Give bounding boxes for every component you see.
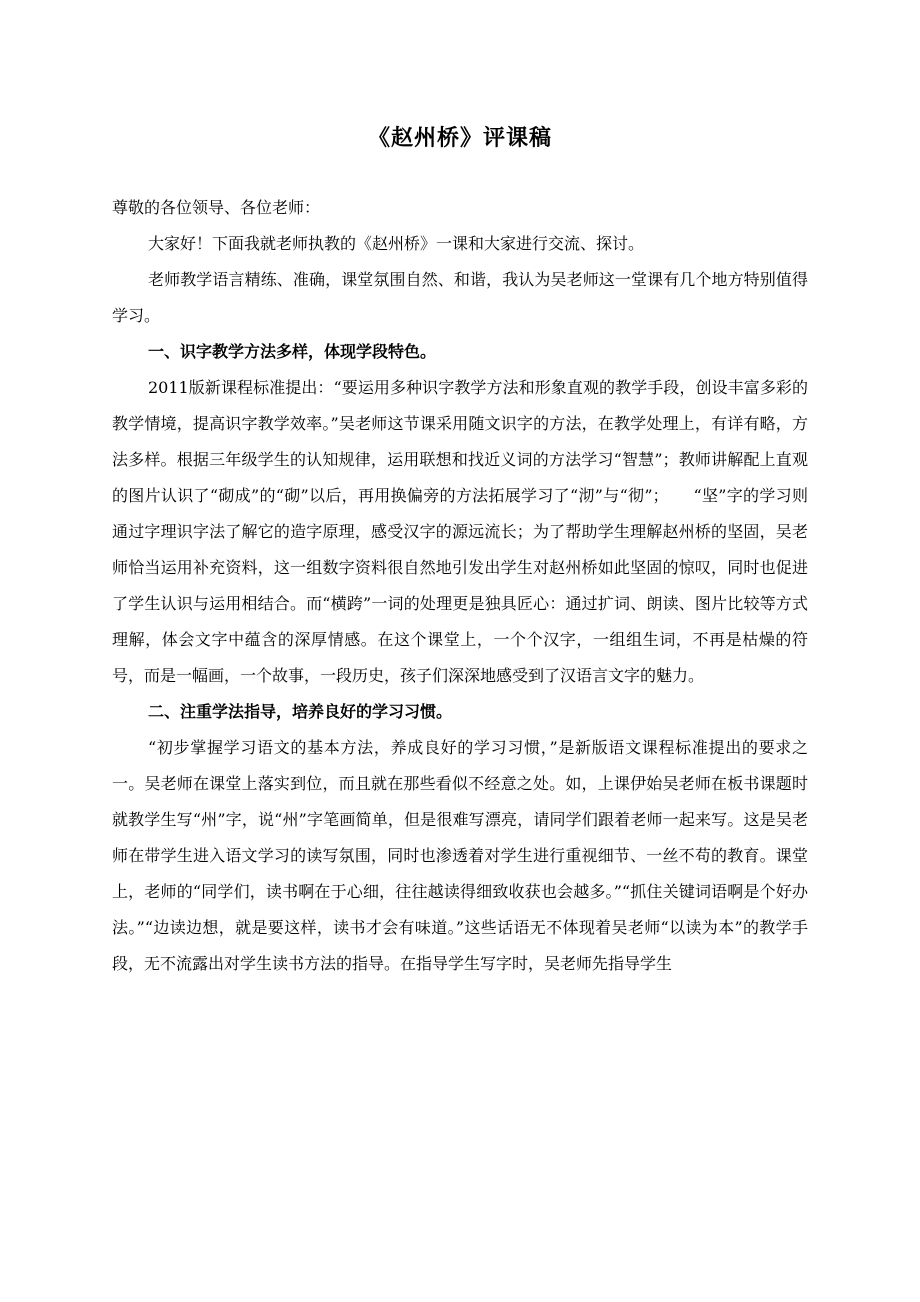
- section-heading-1: 一、识字教学方法多样，体现学段特色。: [148, 342, 437, 361]
- document-title: 《赵州桥》评课稿: [367, 125, 552, 151]
- section-body-1: 2011版新课程标准提出：“要运用多种识字教学方法和形象直观的教学手段，创设丰富多彩的教学情境，提高识字教学效率。”吴老师这节课采用随文识字的方法，在教学处理上，有详有略，方法多样。根据三年级学生的认知规律，运用联想和找近义词的方法学习“智慧”；教师讲解配上直观的图片认识了“砌成”的“砌”以后，再用换偏旁的方法拓展学习了“沏”与“彻”； “坚”字的学习则通过字理识字法了解它的造字原理，感受汉字的源远流长；为了帮助学生理解赵州桥的坚固，吴老师恰当运用补充资料，这一组数字资料很自然地引发出学生对赵州桥如此坚固的惊叹，同时也促进了学生认识与运用相结合。而“横跨”一词的处理更是独具匠心：通过扩词、朗读、图片比较等方式理解，体会文字中蕴含的深厚情感。在这个课堂上，一个个汉字，一组组生词，不再是枯燥的符号，而是一幅画，一个故事，一段历史，孩子们深深地感受到了汉语言文字的魅力。: [112, 378, 808, 685]
- section-heading-2: 二、注重学法指导，培养良好的学习习惯。: [148, 702, 453, 721]
- paragraph-greeting: 大家好！下面我就老师执教的《赵州桥》一课和大家进行交流、探讨。: [148, 234, 645, 253]
- document-body: [112, 190, 808, 982]
- paragraph-overview: 老师教学语言精练、准确，课堂氛围自然、和谐，我认为吴老师这一堂课有几个地方特别值得学习。: [112, 270, 808, 325]
- salutation: 尊敬的各位领导、各位老师：: [112, 198, 321, 217]
- section-body-2: “初步掌握学习语文的基本方法，养成良好的学习习惯，”是新版语文课程标准提出的要求之一。吴老师在课堂上落实到位，而且就在那些看似不经意之处。如，上课伊始吴老师在板书课题时就教学生写“州”字，说“州”字笔画简单，但是很难写漂亮，请同学们跟着老师一起来写。这是吴老师在带学生进入语文学习的读写氛围，同时也渗透着对学生进行重视细节、一丝不苟的教育。课堂上，老师的“同学们，读书啊在于心细，往往越读得细致收获也会越多。”“抓住关键词语啊是个好办法。”“边读边想，就是要这样，读书才会有味道。”这些话语无不体现着吴老师“以读为本”的教学手段，无不流露出对学生读书方法的指导。在指导学生写字时，吴老师先指导学生: [112, 738, 808, 973]
